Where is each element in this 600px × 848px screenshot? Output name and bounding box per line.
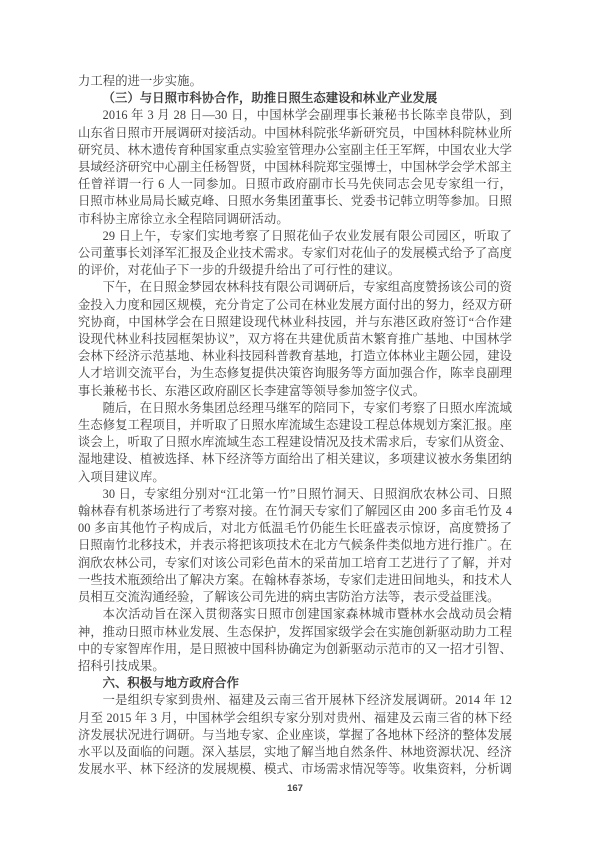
page-number: 167 [287, 783, 303, 794]
paragraph: 下午，在日照金梦园农林科技有限公司调研后，专家组高度赞扬该公司的资金投入力度和园区规模，充分肯定了公司在林业发展方面付出的努力，经双方研究协商，中国林学会在日照建设现代林业科技园，并与东港区政府签订“合作建设现代林业科技园框架协议”，双方将在共建优质苗木繁育推广基地、中国林学会林下经济示范基地、林业科技园科普教育基地，打造立体林业主题公园，建设人才培训交流平台，为生态修复提供决策咨询服务等方面加强合作，陈幸良副理事长兼秘书长、东港区政府副区长李建富等领导参加签字仪式。 [78, 280, 512, 398]
section-heading: （三）与日照市科协合作，助推日照生态建设和林业产业发展 [102, 91, 438, 106]
paragraph: 30 日，专家组分别对“江北第一竹”日照竹洞天、日照润欣农林公司、日照翰林春有机茶场进行了考察对接。在竹洞天专家们了解园区由 200 多亩毛竹及 400 多亩其他竹子构成后，对北方低温毛竹仍能生长旺盛表示惊讶，高度赞扬了日照南竹北移技术，并表示将把该项技术在北方气候条件类似地方进行推广。在润欣农林公司，专家们对该公司彩色苗木的采苗加工培育工艺进行了了解，并对一些技术瓶颈给出了解决方案。在翰林春茶场，专家们走进田间地头，和技术人员相互交流沟通经验，了解该公司先进的病虫害防治方法等，表示受益匪浅。 [78, 486, 512, 605]
paragraph: 一是组织专家到贵州、福建及云南三省开展林下经济发展调研。2014 年 12 月至 2015 年 3 月，中国林学会组织专家分别对贵州、福建及云南三省的林下经济发展状况进行调研。与当地专家、企业座谈，掌握了各地林下经济的整体发展水平以及面临的问题。深入基层，实地了解当地自然条件、林地资源状况、经济发展水平、林下经济的发展规模、模式、市场需求情况等等。收集资料，分析调 [78, 693, 512, 777]
paragraph: 力工程的进一步实施。 [78, 74, 202, 88]
paragraph: 29 日上午，专家们实地考察了日照花仙子农业发展有限公司园区，听取了公司董事长刘泽军汇报及企业技术需求。专家们对花仙子的发展模式给予了高度的评价，对花仙子下一步的升级提升给出了可行性的建议。 [78, 228, 512, 278]
page-content [78, 73, 512, 778]
section-heading: 六、积极与地方政府合作 [102, 676, 239, 691]
paragraph: 2016 年 3 月 28 日—30 日，中国林学会副理事长兼秘书长陈幸良带队，到山东省日照市开展调研对接活动。中国林科院张华新研究员，中国林科院林业所研究员、林木遗传育种国家重点实验室管理办公室副主任王军辉，中国农业大学县域经济研究中心副主任杨智贤，中国林科院郑宝强博士，中国林学会学术部主任曾祥谓一行 6 人一同参加。日照市政府副市长马先侠同志会见专家组一行，日照市林业局局长臧克峰、日照水务集团董事长、党委书记韩立明等参加。日照市科协主席徐立永全程陪同调研活动。 [78, 108, 512, 226]
paragraph: 随后，在日照水务集团总经理马继军的陪同下，专家们考察了日照水库流域生态修复工程项目，并听取了日照水库流域生态建设工程总体规划方案汇报。座谈会上，听取了日照水库流域生态工程建设情况及技术需求后，专家们从资金、湿地建设、植被选择、林下经济等方面给出了相关建议，多项建议被水务集团纳入项目建议库。 [78, 400, 512, 484]
paragraph: 本次活动旨在深入贯彻落实日照市创建国家森林城市暨林水会战动员会精神，推动日照市林业发展、生态保护，发挥国家级学会在实施创新驱动助力工程中的专家智库作用，是日照被中国科协确定为创新驱动示范市的又一招才引智、招科引技成果。 [78, 607, 512, 673]
